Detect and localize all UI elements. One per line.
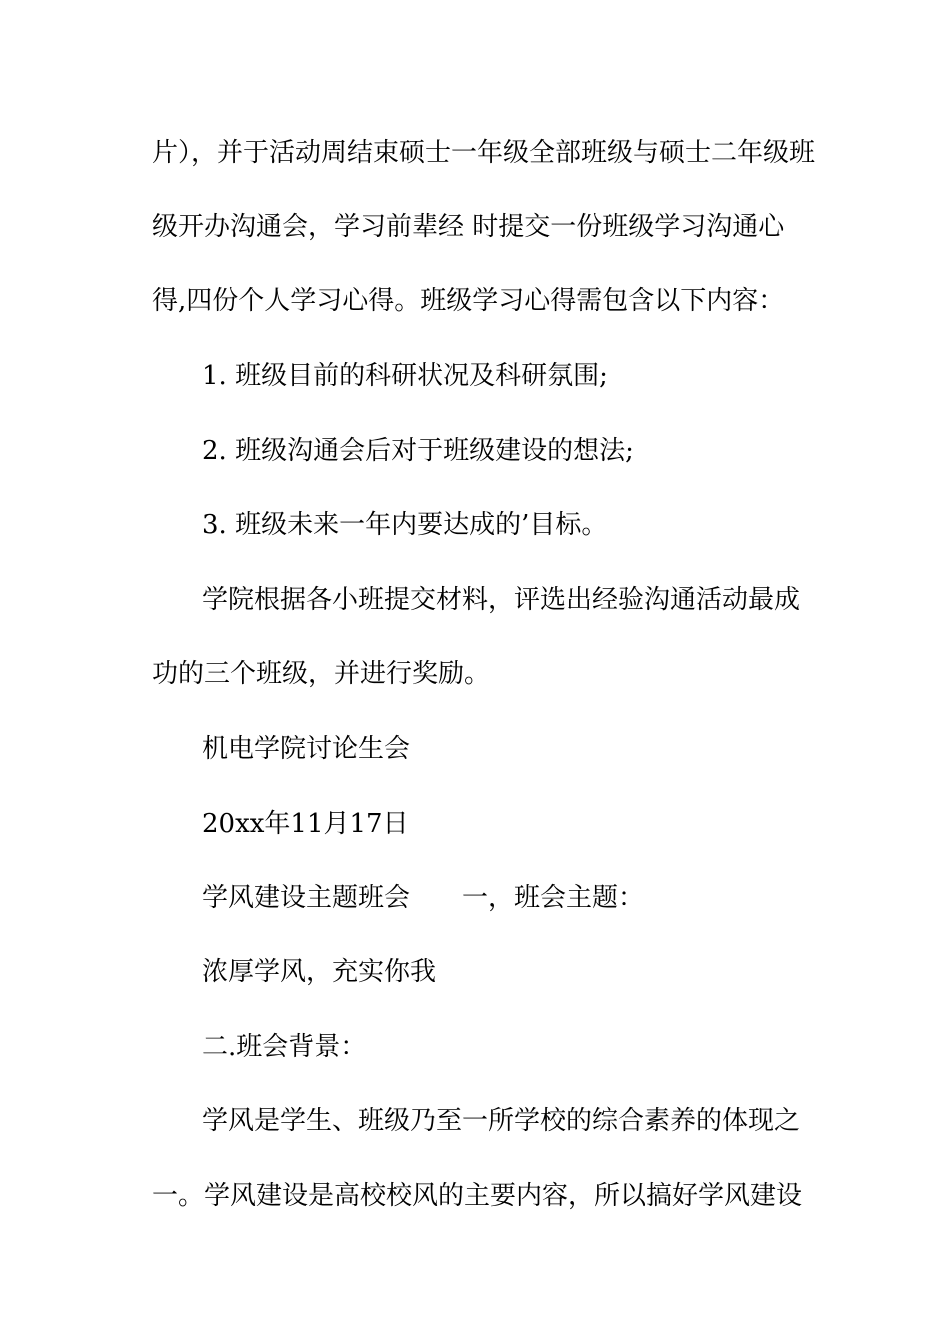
paragraph-line: 浓厚学风，充实你我 xyxy=(202,957,437,987)
signature-date: 20xx年11月17日 xyxy=(202,809,409,839)
signature-org: 机电学院讨论生会 xyxy=(202,734,411,764)
list-item: 2. 班级沟通会后对于班级建设的想法; xyxy=(202,436,634,466)
heading-line xyxy=(202,883,644,913)
section-heading: 一，班会主题： xyxy=(462,883,645,913)
section-heading: 二.班会背景： xyxy=(202,1032,367,1062)
paragraph-line: 级开办沟通会，学习前辈经 时提交一份班级学习沟通心 xyxy=(152,212,785,242)
paragraph-line: 学院根据各小班提交材料，评选出经验沟通活动最成 xyxy=(202,585,801,615)
paragraph-line: 学风是学生、班级乃至一所学校的综合素养的体现之 xyxy=(202,1106,801,1136)
paragraph-line: 功的三个班级，并进行奖励。 xyxy=(152,659,491,689)
section-title: 学风建设主题班会 xyxy=(202,883,411,913)
list-item: 1. 班级目前的科研状况及科研氛围; xyxy=(202,361,608,391)
paragraph-line: 片），并于活动周结束硕士一年级全部班级与硕士二年级班 xyxy=(152,138,816,168)
list-item: 3. 班级未来一年内要达成的’目标。 xyxy=(202,510,608,540)
paragraph-line: 得,四份个人学习心得。班级学习心得需包含以下内容： xyxy=(152,286,785,316)
paragraph-line: 一。学风建设是高校校风的主要内容，所以搞好学风建设 xyxy=(152,1181,803,1211)
